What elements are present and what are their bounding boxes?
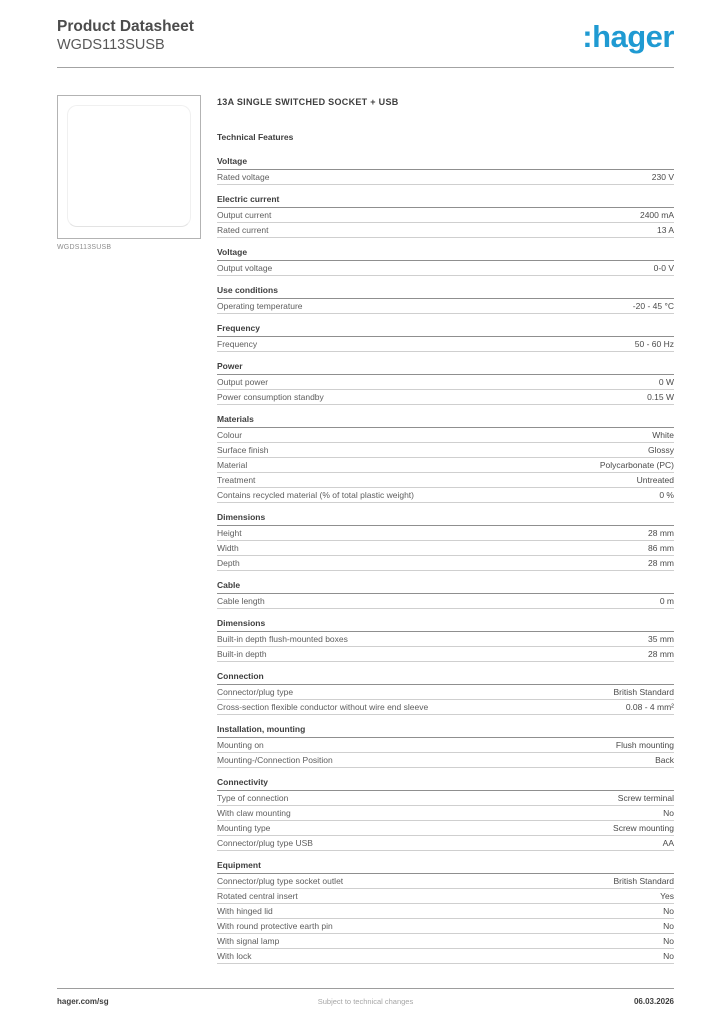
spec-label: Contains recycled material (% of total plastic weight) xyxy=(217,490,414,500)
section-title: Installation, mounting xyxy=(217,725,674,738)
spec-row xyxy=(217,390,674,405)
section-rows xyxy=(217,594,674,609)
spec-value: Screw terminal xyxy=(617,793,674,803)
spec-section xyxy=(217,861,674,964)
spec-label: With hinged lid xyxy=(217,906,273,916)
spec-label: With signal lamp xyxy=(217,936,280,946)
spec-section xyxy=(217,286,674,314)
spec-label: Mounting-/Connection Position xyxy=(217,755,333,765)
spec-label: Output current xyxy=(217,210,272,220)
section-title: Electric current xyxy=(217,195,674,208)
header-titles xyxy=(57,18,194,54)
spec-value: 28 mm xyxy=(648,649,674,659)
spec-section xyxy=(217,157,674,185)
product-title: 13A SINGLE SWITCHED SOCKET + USB xyxy=(217,97,399,107)
spec-label: Connector/plug type socket outlet xyxy=(217,876,344,886)
spec-value: British Standard xyxy=(613,876,674,886)
spec-label: Built-in depth flush-mounted boxes xyxy=(217,634,348,644)
socket-faceplate-outline xyxy=(67,105,191,227)
spec-section xyxy=(217,248,674,276)
spec-sections xyxy=(217,157,674,964)
spec-value: Polycarbonate (PC) xyxy=(599,460,674,470)
section-rows xyxy=(217,874,674,964)
spec-label: With round protective earth pin xyxy=(217,921,333,931)
spec-section xyxy=(217,513,674,571)
spec-value: 0.15 W xyxy=(647,392,674,402)
spec-row xyxy=(217,753,674,768)
spec-label: With claw mounting xyxy=(217,808,291,818)
spec-row xyxy=(217,919,674,934)
technical-features-heading: Technical Features xyxy=(217,132,294,142)
document-title: Product Datasheet xyxy=(57,18,194,35)
spec-value: No xyxy=(663,906,674,916)
spec-value: 86 mm xyxy=(648,543,674,553)
spec-value: White xyxy=(652,430,674,440)
spec-value: AA xyxy=(662,838,674,848)
spec-row xyxy=(217,889,674,904)
section-rows xyxy=(217,791,674,851)
spec-section xyxy=(217,581,674,609)
spec-row xyxy=(217,170,674,185)
spec-label: Output voltage xyxy=(217,263,273,273)
header-divider xyxy=(57,67,674,68)
spec-label: Rotated central insert xyxy=(217,891,298,901)
spec-label: Width xyxy=(217,543,239,553)
hager-logo: :hager xyxy=(582,19,674,54)
spec-value: No xyxy=(663,936,674,946)
spec-section xyxy=(217,672,674,715)
spec-row xyxy=(217,261,674,276)
spec-row xyxy=(217,632,674,647)
spec-label: Height xyxy=(217,528,242,538)
spec-value: Untreated xyxy=(636,475,674,485)
spec-value: 230 V xyxy=(651,172,674,182)
spec-row xyxy=(217,949,674,964)
section-rows xyxy=(217,375,674,405)
spec-row xyxy=(217,647,674,662)
spec-label: Connector/plug type USB xyxy=(217,838,313,848)
spec-value: 0 m xyxy=(659,596,674,606)
spec-row xyxy=(217,541,674,556)
section-title: Power xyxy=(217,362,674,375)
spec-section xyxy=(217,195,674,238)
spec-value: Glossy xyxy=(648,445,674,455)
spec-label: Connector/plug type xyxy=(217,687,294,697)
section-rows xyxy=(217,337,674,352)
spec-row xyxy=(217,904,674,919)
section-title: Cable xyxy=(217,581,674,594)
spec-row xyxy=(217,874,674,889)
spec-value: Back xyxy=(655,755,674,765)
spec-value: Yes xyxy=(660,891,674,901)
section-title: Equipment xyxy=(217,861,674,874)
spec-label: Rated current xyxy=(217,225,269,235)
spec-label: Mounting type xyxy=(217,823,271,833)
spec-value: 0-0 V xyxy=(653,263,674,273)
spec-label: Cable length xyxy=(217,596,265,606)
spec-row xyxy=(217,337,674,352)
spec-section xyxy=(217,725,674,768)
section-rows xyxy=(217,208,674,238)
spec-row xyxy=(217,594,674,609)
spec-value: 2400 mA xyxy=(639,210,674,220)
spec-label: Operating temperature xyxy=(217,301,303,311)
section-title: Dimensions xyxy=(217,619,674,632)
spec-row xyxy=(217,488,674,503)
section-title: Connectivity xyxy=(217,778,674,791)
spec-value: No xyxy=(663,808,674,818)
spec-label: Type of connection xyxy=(217,793,289,803)
section-title: Dimensions xyxy=(217,513,674,526)
spec-row xyxy=(217,208,674,223)
spec-value: 50 - 60 Hz xyxy=(634,339,674,349)
spec-value: British Standard xyxy=(613,687,674,697)
section-rows xyxy=(217,299,674,314)
product-image-column xyxy=(57,95,201,251)
spec-label: Output power xyxy=(217,377,269,387)
section-title: Use conditions xyxy=(217,286,674,299)
spec-row xyxy=(217,836,674,851)
spec-value: Flush mounting xyxy=(615,740,674,750)
spec-row xyxy=(217,934,674,949)
spec-section xyxy=(217,362,674,405)
spec-label: Built-in depth xyxy=(217,649,267,659)
spec-row xyxy=(217,685,674,700)
spec-label: Treatment xyxy=(217,475,256,485)
section-rows xyxy=(217,738,674,768)
spec-value: No xyxy=(663,921,674,931)
spec-column xyxy=(217,95,674,974)
spec-label: With lock xyxy=(217,951,252,961)
section-title: Voltage xyxy=(217,248,674,261)
spec-value: 28 mm xyxy=(648,528,674,538)
footer-disclaimer: Subject to technical changes xyxy=(317,997,414,1006)
spec-section xyxy=(217,778,674,851)
spec-value: 0 % xyxy=(659,490,674,500)
spec-label: Rated voltage xyxy=(217,172,270,182)
spec-value: Screw mounting xyxy=(613,823,674,833)
spec-row xyxy=(217,443,674,458)
spec-row xyxy=(217,375,674,390)
spec-value: 28 mm xyxy=(648,558,674,568)
spec-row xyxy=(217,821,674,836)
section-rows xyxy=(217,170,674,185)
section-rows xyxy=(217,526,674,571)
spec-row xyxy=(217,458,674,473)
page-footer xyxy=(57,988,674,1006)
spec-label: Material xyxy=(217,460,248,470)
spec-row xyxy=(217,738,674,753)
spec-row xyxy=(217,473,674,488)
spec-row xyxy=(217,428,674,443)
spec-label: Colour xyxy=(217,430,243,440)
page-header xyxy=(57,18,674,54)
spec-row xyxy=(217,526,674,541)
spec-label: Surface finish xyxy=(217,445,269,455)
section-rows xyxy=(217,261,674,276)
section-title: Connection xyxy=(217,672,674,685)
footer-date: 06.03.2026 xyxy=(633,997,674,1006)
spec-row xyxy=(217,223,674,238)
spec-value: 0.08 - 4 mm² xyxy=(625,702,674,712)
spec-label: Power consumption standby xyxy=(217,392,324,402)
spec-row xyxy=(217,556,674,571)
spec-value: 0 W xyxy=(658,377,674,387)
spec-section xyxy=(217,324,674,352)
spec-row xyxy=(217,806,674,821)
product-reference: WGDS113SUSB xyxy=(57,37,165,53)
section-title: Frequency xyxy=(217,324,674,337)
product-image xyxy=(57,95,201,239)
spec-value: -20 - 45 °C xyxy=(632,301,674,311)
spec-row xyxy=(217,700,674,715)
section-rows xyxy=(217,685,674,715)
product-image-caption: WGDS113SUSB xyxy=(57,244,112,251)
section-rows xyxy=(217,428,674,503)
spec-label: Cross-section flexible conductor without wire end sleeve xyxy=(217,702,429,712)
spec-label: Depth xyxy=(217,558,240,568)
spec-label: Mounting on xyxy=(217,740,264,750)
section-title: Materials xyxy=(217,415,674,428)
spec-value: 35 mm xyxy=(648,634,674,644)
spec-section xyxy=(217,415,674,503)
spec-label: Frequency xyxy=(217,339,258,349)
footer-website: hager.com/sg xyxy=(57,997,109,1006)
spec-row xyxy=(217,299,674,314)
section-rows xyxy=(217,632,674,662)
spec-section xyxy=(217,619,674,662)
spec-value: 13 A xyxy=(656,225,674,235)
spec-row xyxy=(217,791,674,806)
section-title: Voltage xyxy=(217,157,674,170)
spec-value: No xyxy=(663,951,674,961)
